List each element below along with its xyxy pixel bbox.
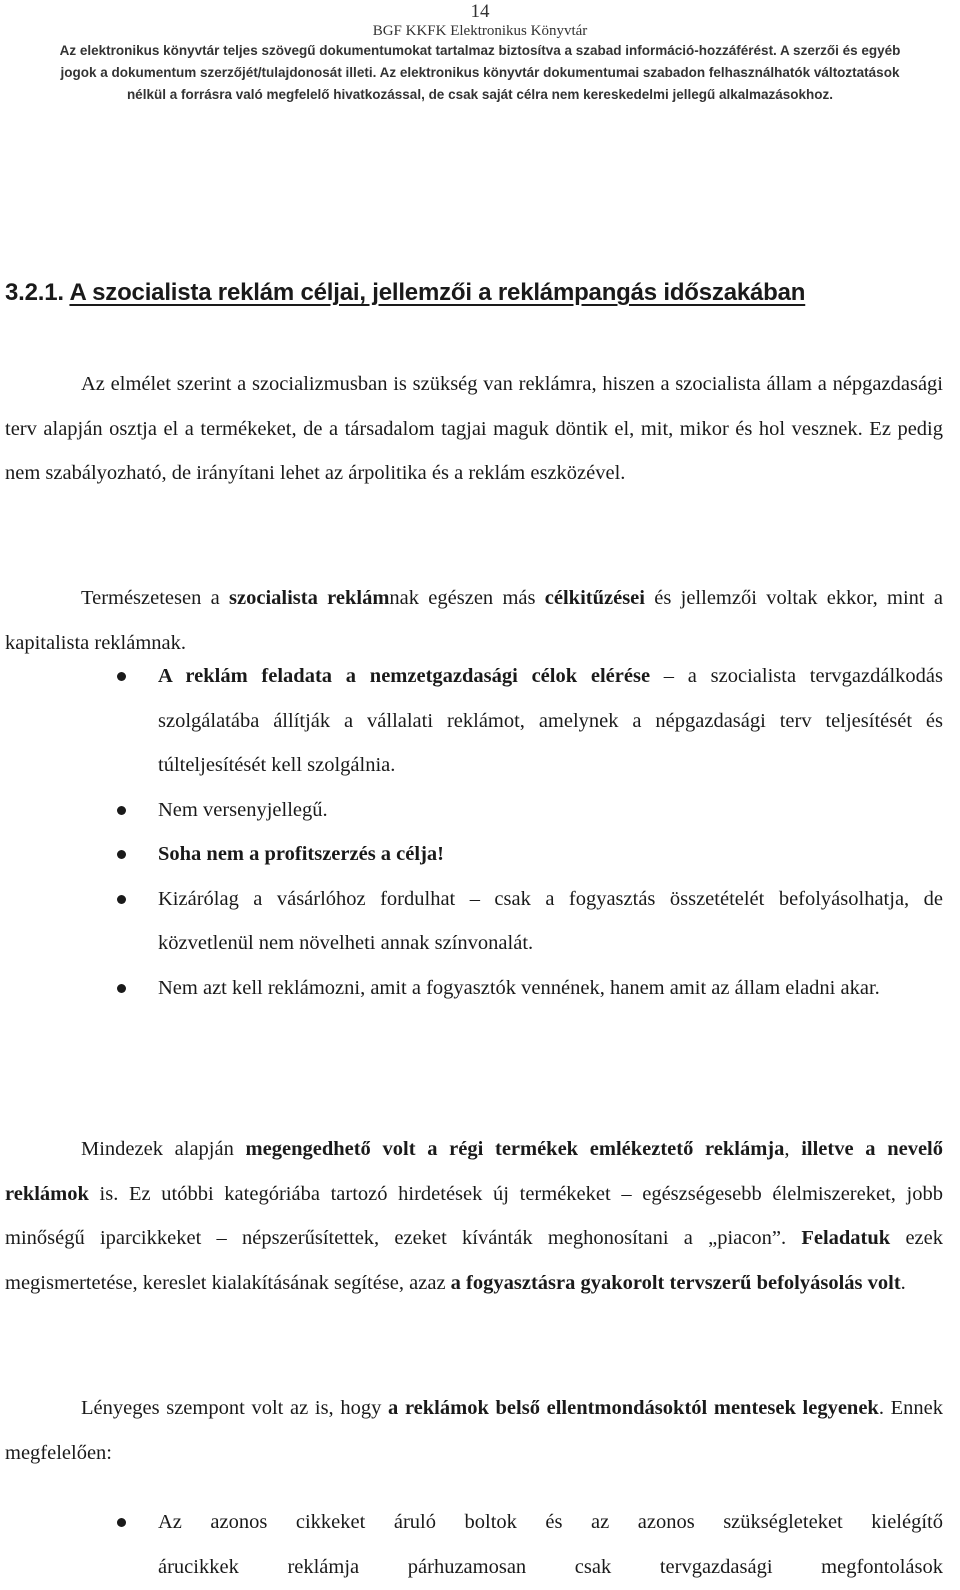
bold-term: célkitűzései <box>544 587 645 609</box>
paragraph-conclusion <box>5 1127 943 1305</box>
section-number: 3.2.1. <box>5 279 64 306</box>
paragraph-text: Lényeges szempont volt az is, hogy a reklámok belső ellentmondásoktól mentesek legyenek. Ennek megfelelően: <box>5 1397 943 1464</box>
copyright-notice-line: Az elektronikus könyvtár teljes szövegű dokumentumokat tartalmaz biztosítva a szabad információ-hozzáférést. A szerzői és egyéb <box>59 43 901 58</box>
section-title: A szocialista reklám céljai, jellemzői a reklámpangás időszakában <box>69 279 806 306</box>
characteristics-list <box>0 654 943 1010</box>
page-header <box>0 0 960 106</box>
list-item: Az azonos cikkeket áruló boltok és az azonos szükségleteket kielégítő árucikkek reklámja párhuzamosan csak tervgazdasági megfontolások <box>0 1500 943 1589</box>
bullet-icon <box>117 672 126 681</box>
list-item: Nem azt kell reklámozni, amit a fogyasztók vennének, hanem amit az állam eladni akar. <box>0 966 943 1011</box>
copyright-notice-line: jogok a dokumentum szerzőjét/tulajdonosát illeti. Az elektronikus könyvtár dokumentumai szabadon felhasználhatók változtatások <box>60 65 900 80</box>
bullet-icon <box>117 984 126 993</box>
bold-term: szocialista reklám <box>229 587 390 609</box>
bullet-icon <box>117 895 126 904</box>
list-item: Nem versenyjellegű. <box>0 788 943 833</box>
paragraph-text: Mindezek alapján megengedhető volt a régi termékek emlékeztető reklámja, illetve a nevelő reklámok is. Ez utóbbi kategóriába tartozó hirdetések új termékeket – egészségesebb élelmiszereket, jobb minőségű iparcikkeket – népszerűsítettek, ezeket kívánták meghonosítani a „piacon”. Feladatuk ezek megismertetése, kereslet kialakításának segítése, azaz a fogyasztásra gyakorolt tervszerű befolyásolás volt. <box>5 1138 943 1294</box>
list-item: Kizárólag a vásárlóhoz fordulhat – csak a fogyasztás összetételét befolyásolhatja, de közvetlenül nem növelheti annak színvonalát. <box>0 877 943 966</box>
bold-term: Feladatuk <box>801 1227 891 1249</box>
list-item: A reklám feladata a nemzetgazdasági célok elérése – a szocialista tervgazdálkodás szolgálatába állítják a vállalati reklámot, amelynek a népgazdasági terv teljesítését és túlteljesítését kell szolgálnia. <box>0 654 943 788</box>
copyright-notice-line: nélkül a forrásra való megfelelő hivatkozással, de csak saját célra nem kereskedelmi jellegű alkalmazásokhoz. <box>126 87 834 102</box>
bold-term: megengedhető volt a régi termékek emlékeztető reklámja <box>245 1138 785 1160</box>
section-heading <box>5 279 805 307</box>
bullet-icon <box>117 1518 126 1527</box>
library-name: BGF KKFK Elektronikus Könyvtár <box>372 23 588 39</box>
bold-term: a reklámok belső ellentmondásoktól mentesek legyenek <box>388 1397 879 1419</box>
bullet-icon <box>117 806 126 815</box>
paragraph-text: Az elmélet szerint a szocializmusban is szükség van reklámra, hiszen a szocialista állam a népgazdasági terv alapján osztja el a termékeket, de a társadalom tagjai maguk döntik el, mit, mikor és hol vesznek. Ez pedig nem szabályozható, de irányítani lehet az árpolitika és a reklám eszközével. <box>5 373 943 484</box>
paragraph-text: Természetesen a szocialista reklámnak egészen más célkitűzései és jellemzői voltak ekkor, mint a kapitalista reklámnak. <box>5 587 943 654</box>
paragraph-principle <box>5 1386 943 1475</box>
page-number: 14 <box>470 1 490 22</box>
list-item: Soha nem a profitszerzés a célja! <box>0 832 943 877</box>
bold-term: illetve a nevelő reklámok <box>5 1138 943 1205</box>
bold-term: a fogyasztásra gyakorolt tervszerű befolyásolás volt <box>450 1271 901 1294</box>
paragraph-goals <box>5 576 943 665</box>
bullet-icon <box>117 850 126 859</box>
paragraph-intro <box>5 362 943 496</box>
principles-list <box>0 1500 943 1589</box>
